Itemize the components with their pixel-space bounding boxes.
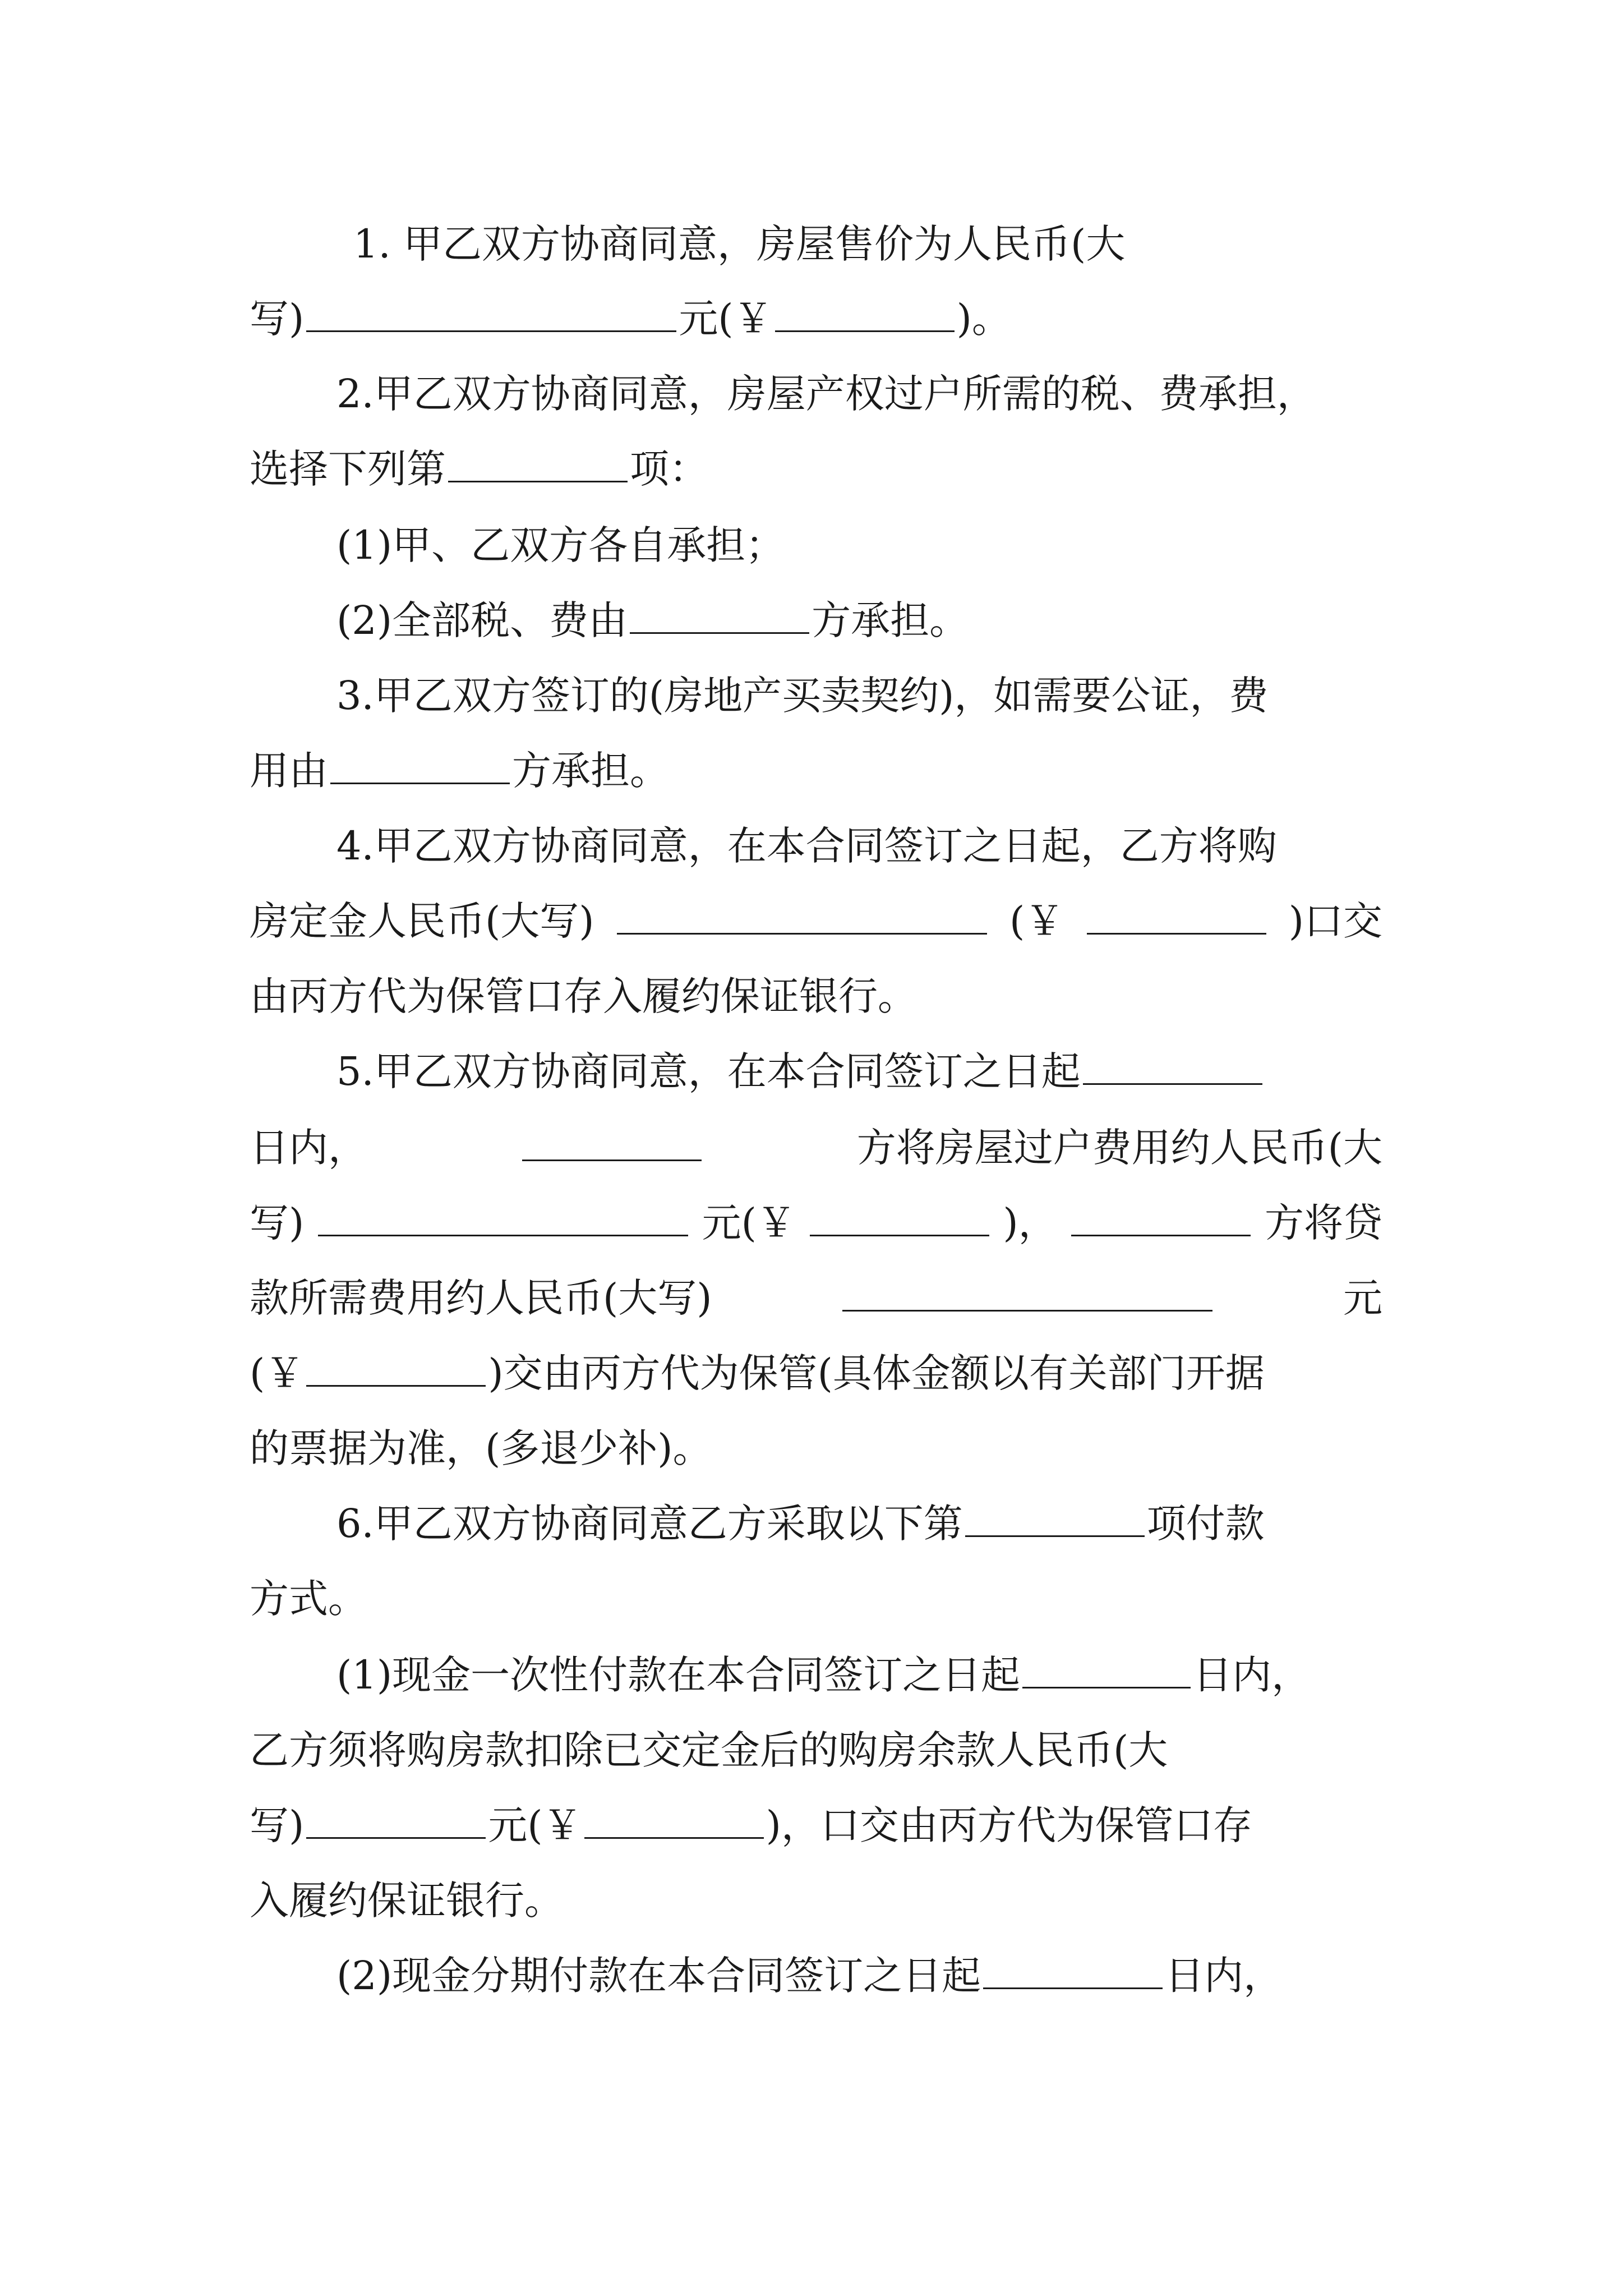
clause-1-line-2 — [250, 285, 1382, 352]
clause-4-line-3 — [250, 963, 1382, 1030]
text-segment: (2)现金分期付款在本合同签订之日起 — [336, 1953, 981, 1999]
clause-6-option-1-line-3 — [250, 1792, 1382, 1859]
text-segment: 方式。 — [250, 1576, 367, 1622]
clause-5-line-1 — [336, 1038, 1382, 1105]
blank-balance-words[interactable] — [306, 1798, 486, 1839]
clause-6-option-1-line-1 — [336, 1641, 1382, 1709]
blank-loan-party[interactable] — [1071, 1195, 1251, 1236]
clause-5-line-3 — [250, 1189, 1382, 1257]
text-segment: )，口交由丙方代为保管口存 — [766, 1802, 1252, 1848]
blank-transfer-fee-number[interactable] — [810, 1195, 989, 1236]
text-segment: 日内， — [1193, 1652, 1311, 1698]
text-segment: 5.甲乙双方协商同意，在本合同签订之日起 — [336, 1048, 1081, 1094]
text-segment: (1)甲、乙双方各自承担； — [336, 522, 785, 568]
blank-transfer-fee-words[interactable] — [318, 1195, 688, 1236]
text-segment: 写) — [250, 1802, 305, 1848]
text-segment: 项付款 — [1146, 1501, 1265, 1547]
text-segment: 元(￥ — [679, 296, 773, 342]
text-segment: 的票据为准，(多退少补)。 — [250, 1425, 712, 1471]
blank-installment-days[interactable] — [983, 1948, 1163, 1989]
blank-days-transfer[interactable] — [1083, 1044, 1262, 1085]
text-segment: 元(￥ — [488, 1802, 582, 1848]
clause-5-line-6 — [250, 1415, 1382, 1482]
clause-4-line-2 — [250, 887, 1382, 955]
clause-6-option-2-line-1 — [336, 1942, 1382, 2009]
blank-price-words[interactable] — [306, 291, 676, 332]
text-segment: (2)全部税、费由 — [336, 597, 628, 643]
clause-1-line-1 — [353, 210, 1382, 278]
clause-2-option-1 — [336, 512, 1382, 579]
text-segment: 写) — [250, 296, 305, 342]
text-segment: 方将房屋过户费用约人民币(大 — [856, 1125, 1382, 1171]
clause-2-line-1 — [336, 360, 1382, 427]
clause-6-line-2 — [250, 1565, 1382, 1632]
text-segment: 乙方须将购房款扣除已交定金后的购房余款人民币(大 — [250, 1727, 1168, 1773]
text-segment: 6.甲乙双方协商同意乙方采取以下第 — [336, 1501, 963, 1547]
text-segment: 方将贷 — [1264, 1200, 1382, 1246]
clause-6-option-1-line-2 — [250, 1717, 1382, 1784]
blank-notary-party[interactable] — [330, 743, 510, 784]
text-segment: 写) — [250, 1200, 305, 1246]
text-segment: 4.甲乙双方协商同意，在本合同签订之日起，乙方将购 — [336, 823, 1277, 869]
clause-3-line-1 — [336, 662, 1382, 729]
text-segment: 房定金人民币(大写) — [250, 898, 594, 944]
clause-5-line-2 — [250, 1114, 1382, 1181]
blank-price-number[interactable] — [775, 291, 955, 332]
text-segment: 选择下列第 — [250, 446, 446, 492]
text-segment: 3.甲乙双方签订的(房地产买卖契约)，如需要公证，费 — [336, 673, 1269, 719]
blank-deposit-number[interactable] — [1087, 894, 1266, 935]
clause-2-option-2 — [336, 587, 1382, 654]
clause-4-line-1 — [336, 812, 1382, 880]
clause-6-line-1 — [336, 1490, 1382, 1557]
text-segment: 方承担。 — [512, 748, 669, 794]
blank-transfer-party[interactable] — [522, 1120, 702, 1161]
text-segment: 入履约保证银行。 — [250, 1878, 564, 1924]
blank-lump-sum-days[interactable] — [1022, 1648, 1191, 1688]
text-segment: 由丙方代为保管口存入履约保证银行。 — [250, 973, 917, 1019]
text-segment: 项： — [630, 446, 708, 492]
blank-loan-fee-number[interactable] — [306, 1346, 486, 1387]
text-segment: )， — [1003, 1200, 1058, 1246]
blank-balance-number[interactable] — [584, 1798, 764, 1839]
blank-tax-option[interactable] — [448, 441, 628, 482]
clause-5-line-4 — [250, 1264, 1382, 1332]
text-segment: (1)现金一次性付款在本合同签订之日起 — [336, 1652, 1021, 1698]
text-segment: 日内， — [250, 1125, 367, 1171]
blank-tax-party[interactable] — [630, 593, 809, 634]
text-segment: 款所需费用约人民币(大写) — [250, 1275, 712, 1321]
text-segment: (￥ — [1009, 898, 1064, 944]
text-segment: 方承担。 — [811, 597, 969, 643]
text-segment: 日内， — [1165, 1953, 1283, 1999]
blank-loan-fee-words[interactable] — [842, 1271, 1212, 1312]
clause-3-line-2 — [250, 737, 1382, 804]
text-segment: (￥ — [250, 1350, 305, 1396]
text-segment: 元(￥ — [702, 1200, 796, 1246]
clause-2-line-2 — [250, 435, 1382, 503]
text-segment: )交由丙方代为保管(具体金额以有关部门开据 — [488, 1350, 1265, 1396]
blank-payment-option[interactable] — [965, 1496, 1145, 1537]
text-segment: 1. 甲乙双方协商同意，房屋售价为人民币(大 — [353, 221, 1126, 267]
text-segment: )。 — [956, 296, 1011, 342]
text-segment: 2.甲乙双方协商同意，房屋产权过户所需的税、费承担， — [336, 371, 1316, 417]
clause-6-option-1-line-4 — [250, 1867, 1382, 1934]
clause-5-line-5 — [250, 1340, 1382, 1407]
blank-deposit-words[interactable] — [617, 894, 987, 935]
text-segment: 元 — [1343, 1275, 1382, 1321]
text-segment: )口交 — [1288, 898, 1382, 944]
text-segment: 用由 — [250, 748, 328, 794]
